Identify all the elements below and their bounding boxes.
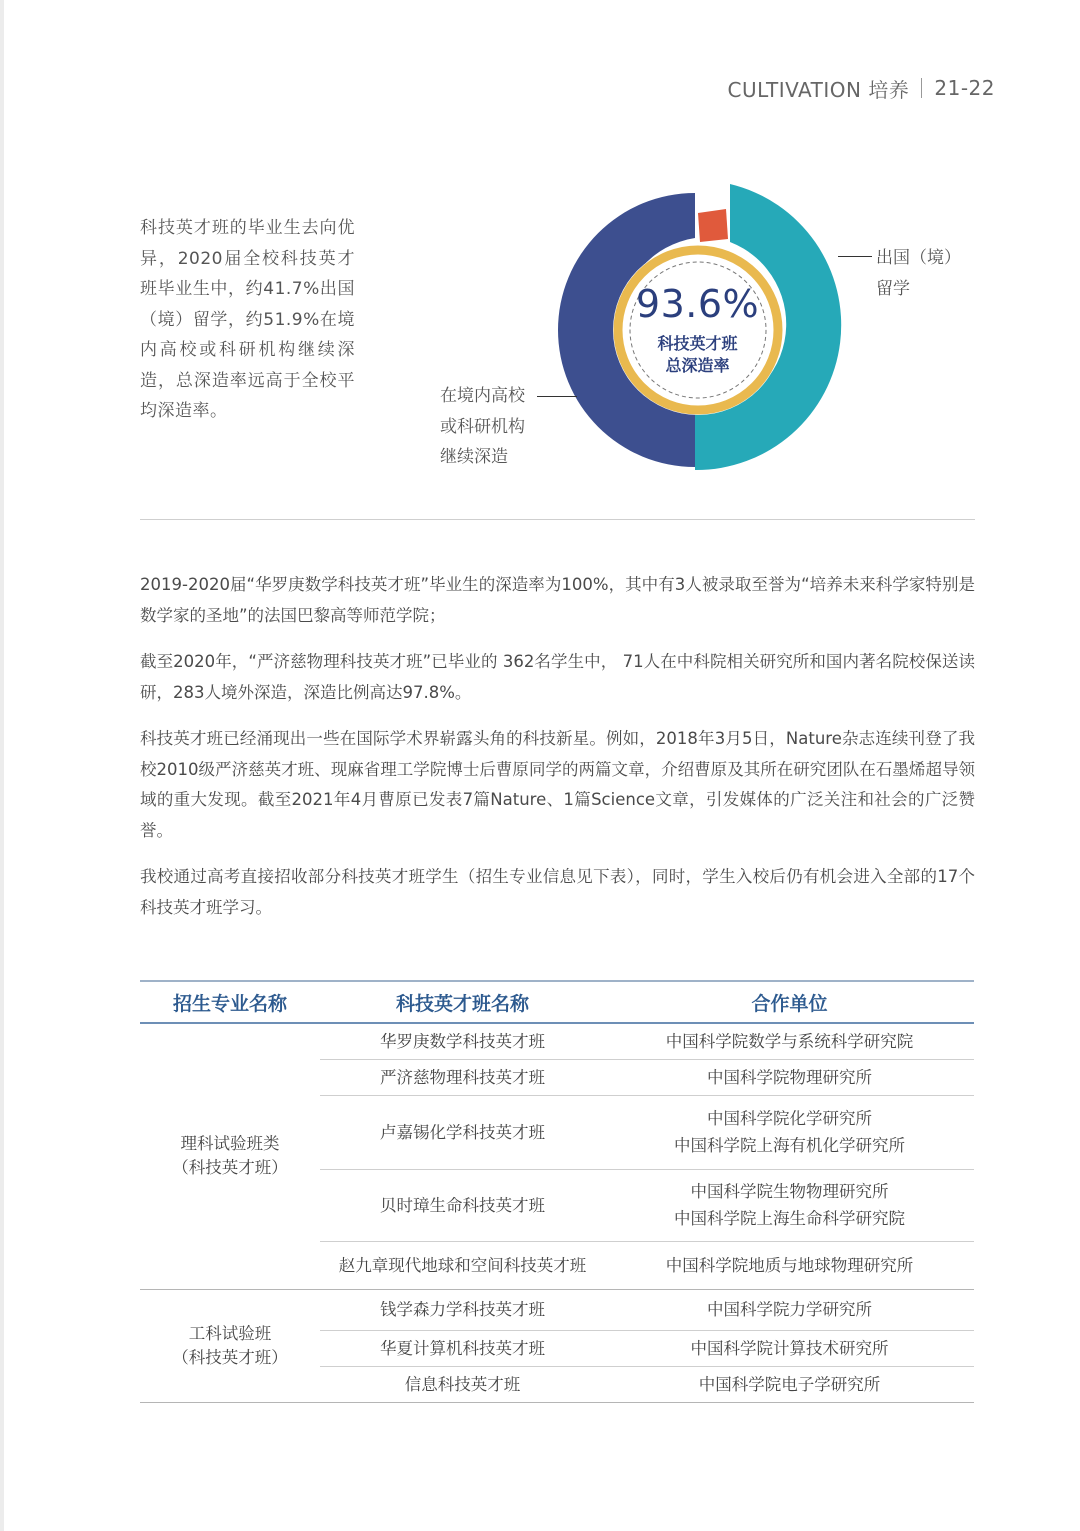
- intro-text: 科技英才班的毕业生去向优异，2020届全校科技英才班毕业生中，约41.7%出国（境）留学，约51.9%在境内高校或科研机构继续深造，总深造率远高于全校平均深造率。: [140, 218, 355, 421]
- category-note: （科技英才班）: [172, 1347, 288, 1367]
- paragraph: 截至2020年，“严济慈物理科技英才班”已毕业的 362名学生中， 71人在中科院相关研究所和国内著名院校保送读研，283人境外深造，深造比例高达97.8%。: [140, 652, 975, 702]
- domestic-label-line2: 或科研机构: [440, 416, 525, 437]
- partner-cell: [605, 1059, 974, 1095]
- partner-name: 中国科学院电子学研究所: [698, 1374, 881, 1394]
- overseas-leader-line: [838, 256, 872, 257]
- class-name: 华罗庚数学科技英才班: [320, 1023, 605, 1059]
- partner-name: 中国科学院上海生命科学研究院: [674, 1209, 905, 1228]
- partner-name: 中国科学院数学与系统科学研究院: [665, 1031, 914, 1051]
- column-header: 合作单位: [605, 981, 974, 1023]
- domestic-percent-text: 51.9%: [436, 338, 556, 379]
- partner-name: 中国科学院计算技术研究所: [690, 1338, 889, 1358]
- column-header: 科技英才班名称: [320, 981, 605, 1023]
- page-header: [728, 75, 995, 101]
- class-name: 钱学森力学科技英才班: [320, 1289, 605, 1330]
- body-paragraphs: [140, 570, 975, 939]
- overseas-percent-text: 41.7%: [875, 197, 995, 238]
- domestic-percent: [436, 338, 555, 379]
- partner-name: 中国科学院上海有机化学研究所: [674, 1136, 905, 1155]
- enrollment-table: [140, 980, 974, 1403]
- class-name: 贝时璋生命科技英才班: [320, 1169, 605, 1241]
- category-cell: [140, 1289, 320, 1402]
- partner-name: 中国科学院化学研究所: [707, 1109, 872, 1128]
- overseas-label: [876, 243, 961, 304]
- table-row: [140, 1023, 974, 1059]
- overseas-label-line2: 留学: [876, 278, 910, 299]
- section-divider: [140, 519, 975, 520]
- center-label: [610, 333, 785, 377]
- further-study-donut: [550, 180, 850, 480]
- partner-cell: [605, 1169, 974, 1241]
- domestic-label: [440, 381, 525, 473]
- partner-cell: [605, 1330, 974, 1366]
- partner-cell: [605, 1095, 974, 1169]
- category-name: 工科试验班: [188, 1323, 272, 1343]
- class-name: 华夏计算机科技英才班: [320, 1330, 605, 1366]
- category-note: （科技英才班）: [172, 1158, 288, 1178]
- paragraph: 我校通过高考直接招收部分科技英才班学生（招生专业信息见下表），同时，学生入校后仍有机会进入全部的17个科技英才班学习。: [140, 867, 975, 917]
- partner-cell: [605, 1366, 974, 1402]
- overseas-label-line1: 出国（境）: [876, 248, 961, 268]
- partner-name: 中国科学院生物物理研究所: [690, 1182, 889, 1201]
- page-number: 21-22: [934, 76, 995, 100]
- domestic-label-line1: 在境内高校: [440, 386, 525, 406]
- center-label-line2: 总深造率: [665, 356, 730, 375]
- center-value: 93.6%: [635, 282, 760, 326]
- class-name: 信息科技英才班: [320, 1366, 605, 1402]
- partner-cell: [605, 1241, 974, 1289]
- domestic-leader-line: [537, 396, 577, 397]
- partner-name: 中国科学院力学研究所: [707, 1300, 872, 1319]
- column-header: 招生专业名称: [140, 981, 320, 1023]
- partner-cell: [605, 1023, 974, 1059]
- category-cell: [140, 1023, 320, 1289]
- category-name: 理科试验班类: [180, 1134, 280, 1154]
- class-name: 赵九章现代地球和空间科技英才班: [320, 1241, 605, 1289]
- domestic-label-line3: 继续深造: [440, 447, 508, 467]
- overseas-percent: [875, 197, 994, 238]
- other-segment: [698, 209, 728, 242]
- header-divider: [921, 78, 922, 98]
- table-row: [140, 1289, 974, 1330]
- paragraph: 2019-2020届“华罗庚数学科技英才班”毕业生的深造率为100%，其中有3人被录取至誉为“培养未来科学家特别是数学家的圣地”的法国巴黎高等师范学院；: [140, 575, 975, 625]
- page-edge: [0, 0, 4, 1531]
- partner-cell: [605, 1289, 974, 1330]
- partner-name: 中国科学院地质与地球物理研究所: [665, 1255, 914, 1275]
- header-title: CULTIVATION 培养: [727, 77, 910, 102]
- center-label-line1: 科技英才班: [657, 334, 738, 353]
- class-name: 严济慈物理科技英才班: [320, 1059, 605, 1095]
- table-header-row: [140, 981, 974, 1023]
- partner-name: 中国科学院物理研究所: [707, 1067, 872, 1087]
- paragraph: 科技英才班已经涌现出一些在国际学术界崭露头角的科技新星。例如，2018年3月5日，Nature杂志连续刊登了我校2010级严济慈英才班、现麻省理工学院博士后曹原同学的两篇文章，介绍曹原及其所在研究团队在石墨烯超导领域的重大发现。截至2021年4月曹原已发表7篇Nature、1篇Science文章，引发媒体的广泛关注和社会的广泛赞誉。: [140, 729, 975, 840]
- class-name: 卢嘉锡化学科技英才班: [320, 1095, 605, 1169]
